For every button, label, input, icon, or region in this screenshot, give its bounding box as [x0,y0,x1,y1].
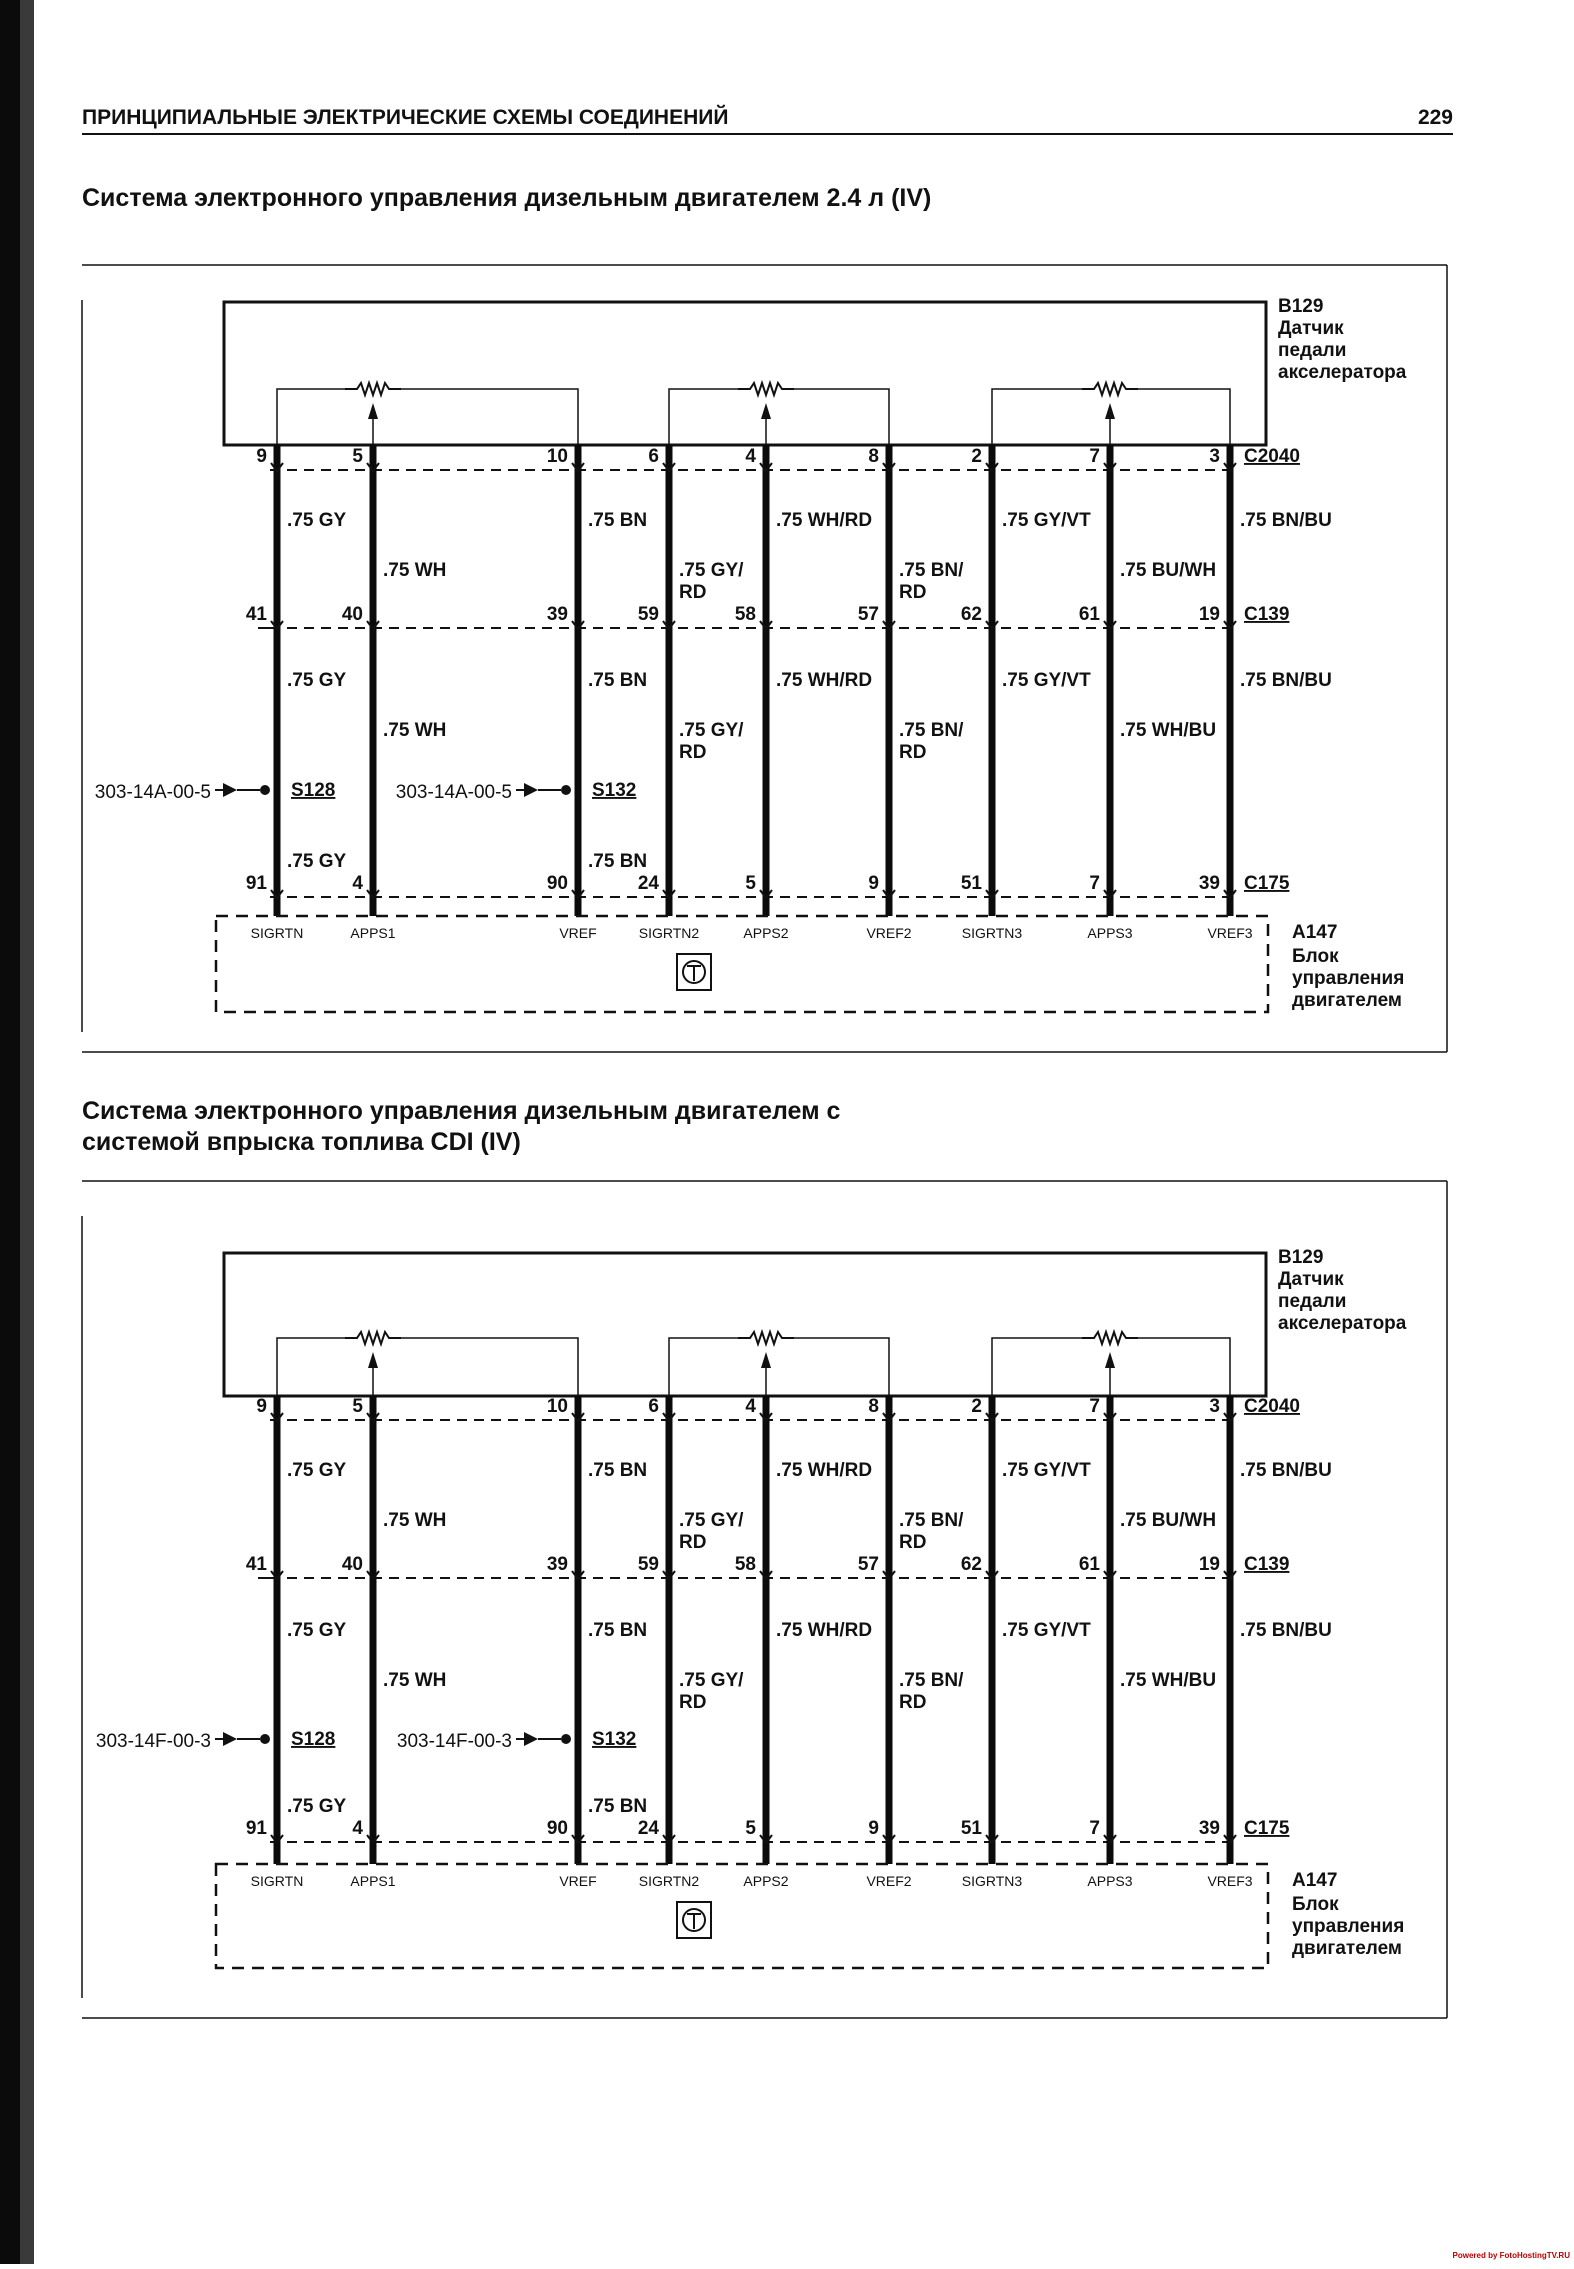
module-ecu-icon-glyph [687,1914,701,1929]
wire-9-color-lower: .75 BN/BU [1240,1620,1332,1641]
wire-7-pin-top: 2 [971,446,982,467]
wire-9-color-lower: .75 BN/BU [1240,670,1332,691]
wire-8-pin-top: 7 [1089,446,1100,467]
wire-8-color-lower: .75 WH/BU [1120,720,1217,741]
wire-1-signal-name: SIGRTN [250,925,304,941]
wire-6-color-upper-line-2: RD [899,582,927,603]
wire-2-pin-mid: 40 [341,1554,363,1575]
splice-1-page-ref: 303-14F-00-3 [95,1731,211,1752]
module-label-line-2: управления [1292,1916,1405,1937]
pot-1-reference-lead [401,1338,578,1396]
wire-7-signal-name: SIGRTN3 [961,925,1023,941]
wire-1-pin-bottom: 91 [245,873,267,894]
wire-4-color-upper-line-2: RD [679,1532,707,1553]
wire-3-color-upper: .75 BN [588,1460,648,1481]
diagram-2-title-line-1: Система электронного управления дизельным двигателем с [82,1097,841,1125]
splice-1-id: S128 [291,1729,336,1750]
connector-middle-label: C139 [1244,604,1290,625]
diagram-2 [82,1181,1447,2018]
wire-1-color-upper: .75 GY [287,510,347,531]
wire-5-signal-name: APPS2 [743,925,789,941]
sensor-id: B129 [1278,1247,1324,1268]
wire-2-pin-bottom: 4 [352,873,363,894]
wire-7-color-lower: .75 GY/VT [1002,1620,1091,1641]
wire-2-pin-top: 5 [352,1396,363,1417]
wire-9-color-upper: .75 BN/BU [1240,1460,1332,1481]
pot-1-wiper-arrow [368,1352,378,1368]
wire-9-signal-name: VREF3 [1207,925,1253,941]
wire-1-color-upper: .75 GY [287,1460,347,1481]
splice-1-arrow [223,1732,237,1746]
module-id: A147 [1292,1870,1338,1891]
wire-3-pin-bottom: 90 [546,873,568,894]
wire-4-signal-name: SIGRTN2 [638,1873,700,1889]
wire-7-pin-bottom: 51 [960,873,982,894]
pot-1-return-lead [277,1338,345,1396]
module-label-line-3: двигателем [1292,990,1402,1011]
diagram-2-title-line-2: системой впрыска топлива CDI (IV) [82,1128,521,1156]
wire-4-pin-bottom: 24 [637,873,659,894]
wire-6-color-lower: .75 BN/ [899,720,964,741]
wire-1-color-lower: .75 GY [287,1620,347,1641]
wire-2-color-lower: .75 WH [383,1670,447,1691]
splice-1-id: S128 [291,780,336,801]
wire-4-pin-top: 6 [648,1396,659,1417]
wire-6-pin-top: 8 [868,1396,879,1417]
wire-1-pin-mid: 41 [245,1554,267,1575]
splice-2-page-ref: 303-14F-00-3 [396,1731,512,1752]
wire-8-signal-name: APPS3 [1087,925,1133,941]
wire-7-pin-mid: 62 [960,604,982,625]
wire-4-color-lower: .75 GY/ [679,720,744,741]
wire-2-pin-top: 5 [352,446,363,467]
wire-5-pin-top: 4 [745,1396,756,1417]
wire-9-signal-name: VREF3 [1207,1873,1253,1889]
wire-3-color-upper: .75 BN [588,510,648,531]
wire-3-pin-mid: 39 [546,1554,568,1575]
wire-8-pin-bottom: 7 [1089,873,1100,894]
footer-credit: Powered by FotoHostingTV.RU [1452,2251,1570,2260]
pot-3-resistor [1082,1332,1138,1344]
wire-4-pin-mid: 59 [637,1554,659,1575]
wire-6-pin-bottom: 9 [868,873,879,894]
wire-1-color-bottom: .75 GY [287,851,347,872]
wire-8-color-upper: .75 BU/WH [1120,560,1217,581]
wire-7-signal-name: SIGRTN3 [961,1873,1023,1889]
wire-1-pin-top: 9 [256,1396,267,1417]
wire-1-color-lower: .75 GY [287,670,347,691]
connector-bottom-label: C175 [1244,873,1290,894]
pot-1-resistor [345,1332,401,1344]
connector-top-label: C2040 [1244,1396,1300,1417]
module-label-line-1: Блок [1292,946,1339,967]
wire-5-pin-mid: 58 [734,604,756,625]
wire-2-signal-name: APPS1 [350,1873,396,1889]
sensor-label-line-2: педали [1278,1291,1347,1312]
wire-5-pin-bottom: 5 [745,873,756,894]
wire-8-color-lower: .75 WH/BU [1120,1670,1217,1691]
pot-1-resistor [345,383,401,395]
wire-6-color-lower-line-2: RD [899,1692,927,1713]
wire-4-color-lower-line-2: RD [679,1692,707,1713]
splice-2-id: S132 [592,1729,637,1750]
splice-2-node [561,785,571,795]
wire-8-color-upper: .75 BU/WH [1120,1510,1217,1531]
pot-2-wiper-arrow [761,403,771,419]
wire-4-signal-name: SIGRTN2 [638,925,700,941]
wire-4-color-upper-line-2: RD [679,582,707,603]
pot-3-return-lead [992,389,1082,445]
wire-8-pin-mid: 61 [1078,604,1100,625]
sensor-label-line-1: Датчик [1278,1269,1344,1290]
splice-2-arrow [524,783,538,797]
page-header-title: ПРИНЦИПИАЛЬНЫЕ ЭЛЕКТРИЧЕСКИЕ СХЕМЫ СОЕДИНЕНИЙ [82,106,729,129]
wire-5-color-lower: .75 WH/RD [776,670,873,691]
wire-3-pin-top: 10 [546,446,568,467]
wire-3-color-lower: .75 BN [588,670,648,691]
pot-1-reference-lead [401,389,578,445]
pot-3-wiper-arrow [1105,403,1115,419]
wire-2-signal-name: APPS1 [350,925,396,941]
splice-1-node [260,1734,270,1744]
wire-4-color-lower-line-2: RD [679,742,707,763]
pot-2-resistor [738,1332,794,1344]
wire-3-pin-bottom: 90 [546,1818,568,1839]
page-number: 229 [1417,106,1453,129]
pot-3-return-lead [992,1338,1082,1396]
sensor-label-line-2: педали [1278,340,1347,361]
module-id: A147 [1292,922,1338,943]
module-label-line-2: управления [1292,968,1405,989]
wire-7-color-lower: .75 GY/VT [1002,670,1091,691]
wire-3-signal-name: VREF [559,925,597,941]
wire-3-color-bottom: .75 BN [588,1796,648,1817]
wire-4-color-upper: .75 GY/ [679,1510,744,1531]
module-label-line-1: Блок [1292,1894,1339,1915]
wire-9-pin-mid: 19 [1198,604,1220,625]
wire-2-pin-mid: 40 [341,604,363,625]
binding-shadow [20,0,34,2264]
pot-1-return-lead [277,389,345,445]
sensor-label-line-3: акселератора [1278,362,1407,383]
pot-2-reference-lead [794,1338,889,1396]
wire-1-color-bottom: .75 GY [287,1796,347,1817]
wire-5-color-upper: .75 WH/RD [776,510,873,531]
sensor-label-line-3: акселератора [1278,1313,1407,1334]
wire-6-color-upper: .75 BN/ [899,1510,964,1531]
wire-5-pin-top: 4 [745,446,756,467]
diagram-1 [82,265,1447,1052]
pot-3-resistor [1082,383,1138,395]
splice-2-id: S132 [592,780,637,801]
wire-5-pin-bottom: 5 [745,1818,756,1839]
wire-4-pin-mid: 59 [637,604,659,625]
wire-6-color-lower-line-2: RD [899,742,927,763]
diagram-1-title-line-1: Система электронного управления дизельным двигателем 2.4 л (IV) [82,184,932,212]
splice-2-node [561,1734,571,1744]
wire-6-pin-top: 8 [868,446,879,467]
wire-9-pin-mid: 19 [1198,1554,1220,1575]
pot-2-reference-lead [794,389,889,445]
wire-2-color-upper: .75 WH [383,560,447,581]
wire-9-pin-bottom: 39 [1198,1818,1220,1839]
wire-6-signal-name: VREF2 [866,1873,912,1889]
sensor-label-line-1: Датчик [1278,318,1344,339]
connector-top-label: C2040 [1244,446,1300,467]
splice-1-node [260,785,270,795]
pot-3-reference-lead [1138,1338,1230,1396]
wire-5-pin-mid: 58 [734,1554,756,1575]
wire-6-signal-name: VREF2 [866,925,912,941]
splice-2-arrow [524,1732,538,1746]
pot-3-wiper-arrow [1105,1352,1115,1368]
pot-2-return-lead [669,389,738,445]
connector-middle-label: C139 [1244,1554,1290,1575]
wire-9-pin-top: 3 [1209,1396,1220,1417]
pot-1-wiper-arrow [368,403,378,419]
splice-1-page-ref: 303-14A-00-5 [94,782,211,803]
wire-6-color-upper-line-2: RD [899,1532,927,1553]
wire-2-pin-bottom: 4 [352,1818,363,1839]
splice-1-arrow [223,783,237,797]
wire-9-pin-bottom: 39 [1198,873,1220,894]
wire-6-pin-mid: 57 [857,604,879,625]
wire-7-color-upper: .75 GY/VT [1002,510,1091,531]
wire-2-color-upper: .75 WH [383,1510,447,1531]
connector-bottom-label: C175 [1244,1818,1290,1839]
wire-8-pin-bottom: 7 [1089,1818,1100,1839]
wire-3-color-bottom: .75 BN [588,851,648,872]
wire-4-color-lower: .75 GY/ [679,1670,744,1691]
wire-3-pin-top: 10 [546,1396,568,1417]
wire-3-signal-name: VREF [559,1873,597,1889]
wire-7-pin-top: 2 [971,1396,982,1417]
pot-2-return-lead [669,1338,738,1396]
wire-7-color-upper: .75 GY/VT [1002,1460,1091,1481]
wire-1-pin-mid: 41 [245,604,267,625]
wire-8-pin-mid: 61 [1078,1554,1100,1575]
wire-9-color-upper: .75 BN/BU [1240,510,1332,531]
wire-6-color-upper: .75 BN/ [899,560,964,581]
splice-2-page-ref: 303-14A-00-5 [395,782,512,803]
wire-4-pin-bottom: 24 [637,1818,659,1839]
wire-4-color-upper: .75 GY/ [679,560,744,581]
wire-1-pin-bottom: 91 [245,1818,267,1839]
binding-edge [0,0,20,2264]
wire-6-pin-mid: 57 [857,1554,879,1575]
pot-2-resistor [738,383,794,395]
module-ecu-icon-glyph [687,966,701,981]
wire-5-signal-name: APPS2 [743,1873,789,1889]
wire-8-signal-name: APPS3 [1087,1873,1133,1889]
wire-6-pin-bottom: 9 [868,1818,879,1839]
pot-2-wiper-arrow [761,1352,771,1368]
wire-5-color-lower: .75 WH/RD [776,1620,873,1641]
wire-1-signal-name: SIGRTN [250,1873,304,1889]
wire-5-color-upper: .75 WH/RD [776,1460,873,1481]
wire-7-pin-mid: 62 [960,1554,982,1575]
wire-6-color-lower: .75 BN/ [899,1670,964,1691]
pot-3-reference-lead [1138,389,1230,445]
wire-7-pin-bottom: 51 [960,1818,982,1839]
wire-2-color-lower: .75 WH [383,720,447,741]
wire-3-color-lower: .75 BN [588,1620,648,1641]
sensor-id: B129 [1278,296,1324,317]
wire-3-pin-mid: 39 [546,604,568,625]
module-label-line-3: двигателем [1292,1938,1402,1959]
wire-9-pin-top: 3 [1209,446,1220,467]
wire-4-pin-top: 6 [648,446,659,467]
wire-1-pin-top: 9 [256,446,267,467]
wire-8-pin-top: 7 [1089,1396,1100,1417]
